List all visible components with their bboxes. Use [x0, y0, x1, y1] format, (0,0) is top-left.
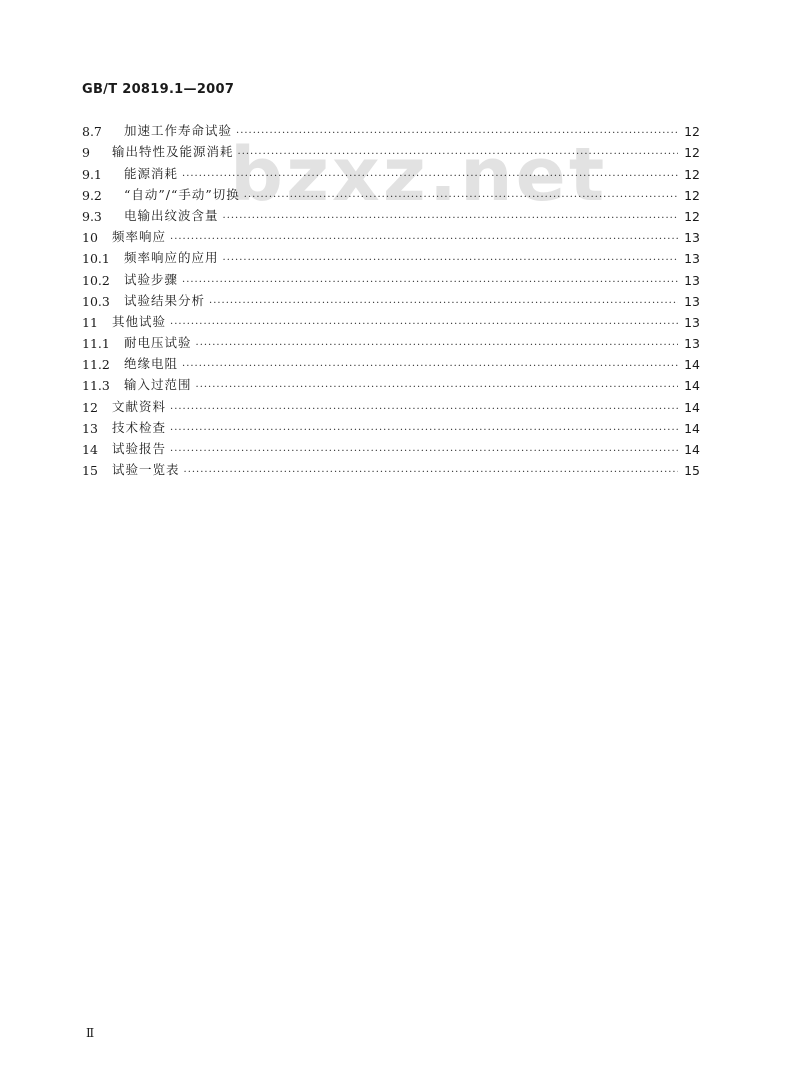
toc-entry-number: 11.2: [82, 357, 110, 373]
toc-entry: [82, 330, 700, 351]
toc-leader-dots: [170, 319, 678, 330]
toc-entry-title: 绝缘电阻: [124, 356, 179, 372]
toc-entry-title: 试验步骤: [124, 271, 179, 287]
toc-leader-dots: [196, 340, 678, 351]
toc-entry-page: 12: [684, 124, 700, 140]
toc-entry: [82, 266, 700, 287]
toc-entry-number: 11.3: [82, 378, 110, 394]
toc-entry-page: 14: [684, 378, 700, 394]
toc-entry-title: 输出特性及能源消耗: [112, 144, 234, 160]
toc-leader-dots: [238, 149, 678, 160]
toc-entry-title: 输入过范围: [124, 377, 192, 393]
toc-entry-page: 14: [684, 357, 700, 373]
toc-entry-page: 13: [684, 272, 700, 288]
toc-entry-page: 12: [684, 145, 700, 161]
toc-entry-page: 14: [684, 399, 700, 415]
toc-entry: [82, 182, 700, 203]
toc-entry-number: 11.1: [82, 336, 110, 352]
toc-entry-title: 耐电压试验: [124, 335, 192, 351]
toc-entry-number: 10: [82, 230, 98, 246]
watermark: bzxz.net: [230, 132, 608, 218]
toc-entry: [82, 139, 700, 160]
toc-entry-title: 文献资料: [112, 398, 167, 414]
toc-leader-dots: [184, 467, 678, 478]
toc-entry: [82, 436, 700, 457]
toc-entry: [82, 415, 700, 436]
toc-leader-dots: [244, 192, 678, 203]
toc-leader-dots: [170, 404, 678, 415]
toc-leader-dots: [236, 128, 678, 139]
toc-leader-dots: [196, 382, 678, 393]
toc-entry-page: 12: [684, 166, 700, 182]
toc-entry-page: 12: [684, 208, 700, 224]
toc-entry-number: 9.2: [82, 187, 102, 203]
toc-entry-title: “自动”/“手动”切换: [124, 186, 240, 202]
toc-entry: [82, 203, 700, 224]
toc-leader-dots: [170, 446, 678, 457]
toc-entry: [82, 309, 700, 330]
toc-entry-title: 其他试验: [112, 313, 167, 329]
toc-entry: [82, 457, 700, 478]
toc-entry-page: 13: [684, 230, 700, 246]
toc-entry: [82, 245, 700, 266]
page-number: Ⅱ: [86, 1026, 95, 1040]
toc-entry: [82, 224, 700, 245]
toc-entry-number: 12: [82, 399, 98, 415]
toc-entry-title: 频率响应: [112, 229, 167, 245]
toc-leader-dots: [182, 171, 678, 182]
toc-entry-title: 技术检查: [112, 419, 167, 435]
toc-entry-number: 9.1: [82, 166, 102, 182]
toc-entry-page: 13: [684, 314, 700, 330]
toc-leader-dots: [209, 298, 678, 309]
toc-entry: [82, 393, 700, 414]
toc-entry-page: 12: [684, 187, 700, 203]
toc-leader-dots: [182, 277, 678, 288]
toc-entry: [82, 351, 700, 372]
toc-entry-number: 10.2: [82, 272, 110, 288]
toc-entry-title: 加速工作寿命试验: [124, 123, 233, 139]
toc-entry: [82, 118, 700, 139]
document-id: GB/T 20819.1—2007: [82, 82, 235, 97]
toc-entry-page: 14: [684, 420, 700, 436]
toc-entry-number: 10.1: [82, 251, 110, 267]
toc-leader-dots: [170, 425, 678, 436]
toc-entry-number: 9: [82, 145, 90, 161]
toc-leader-dots: [223, 255, 678, 266]
toc-entry-page: 15: [684, 463, 700, 479]
toc-entry-page: 13: [684, 251, 700, 267]
toc-entry-number: 8.7: [82, 124, 102, 140]
toc-entry-number: 11: [82, 314, 98, 330]
toc-entry-page: 13: [684, 293, 700, 309]
toc-entry-number: 14: [82, 442, 98, 457]
toc-leader-dots: [170, 234, 678, 245]
toc-entry-page: 14: [684, 442, 700, 457]
toc-leader-dots: [223, 213, 678, 224]
table-of-contents: [82, 118, 700, 478]
toc-entry-title: 电输出纹波含量: [124, 207, 219, 223]
toc-entry-title: 试验报告: [112, 441, 167, 456]
toc-entry-title: 试验结果分析: [124, 292, 206, 308]
toc-entry-number: 13: [82, 420, 98, 436]
toc-entry-title: 频率响应的应用: [124, 250, 219, 266]
toc-leader-dots: [182, 361, 678, 372]
toc-entry: [82, 160, 700, 181]
toc-entry-number: 15: [82, 463, 98, 479]
toc-entry-number: 9.3: [82, 208, 102, 224]
toc-entry: [82, 372, 700, 393]
toc-entry-page: 13: [684, 336, 700, 352]
toc-entry-number: 10.3: [82, 293, 110, 309]
toc-entry: [82, 288, 700, 309]
toc-entry-title: 能源消耗: [124, 165, 179, 181]
toc-entry-title: 试验一览表: [112, 462, 180, 478]
